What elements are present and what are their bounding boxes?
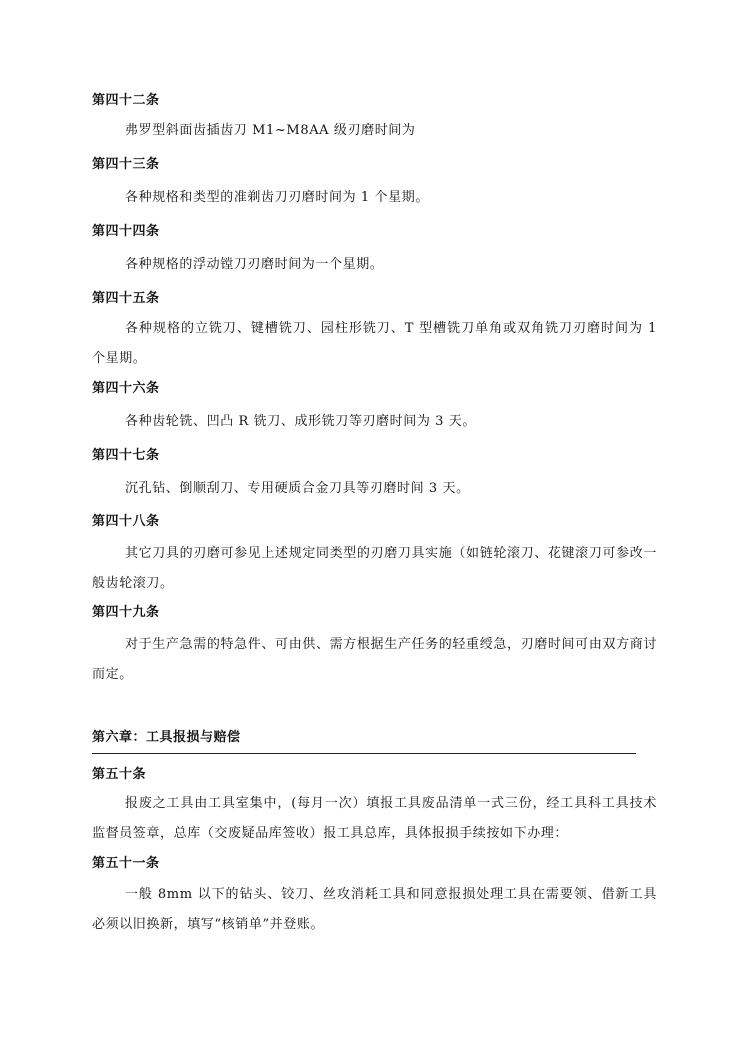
article-51-title: 第五十一条	[92, 856, 160, 871]
article-44-title: 第四十四条	[92, 224, 160, 239]
article-48-body: 其它刀具的刃磨可参见上述规定同类型的刃磨刀具实施（如链轮滚刀、花键滚刀可参改一般齿轮滚刀。	[92, 546, 657, 591]
chapter-title: 第六章：工具报损与赔偿	[92, 730, 241, 745]
article-42-body: 弗罗型斜面齿插齿刀 M1~M8AA 级刃磨时间为	[125, 123, 416, 138]
article-48-title: 第四十八条	[92, 514, 160, 529]
article-45-title: 第四十五条	[92, 291, 160, 306]
article-49-title: 第四十九条	[92, 605, 160, 620]
article-50-title: 第五十条	[92, 767, 147, 782]
article-46-title: 第四十六条	[92, 381, 160, 396]
article-43-title: 第四十三条	[92, 157, 160, 172]
article-45-body: 各种规格的立铣刀、键槽铣刀、园柱形铣刀、T 型槽铣刀单角或双角铣刀刃磨时间为 1 个星期。	[92, 321, 657, 366]
article-44-body: 各种规格的浮动镗刀刃磨时间为一个星期。	[125, 257, 384, 272]
article-49-body: 对于生产急需的特急件、可由供、需方根据生产任务的轻重绶急，刃磨时间可由双方商讨而定。	[92, 637, 657, 682]
chapter-divider	[92, 753, 636, 754]
article-47-body: 沉孔钻、倒顺刮刀、专用硬质合金刀具等刃磨时间 3 天。	[125, 481, 470, 496]
article-51-body: 一般 8mm 以下的钻头、铰刀、丝攻消耗工具和同意报损处理工具在需要领、借新工具必须以旧换新，填写“核销单”并登账。	[92, 887, 657, 932]
article-42-title: 第四十二条	[92, 93, 160, 108]
article-43-body: 各种规格和类型的准剃齿刀刃磨时间为 1 个星期。	[125, 190, 429, 205]
article-50-body: 报废之工具由工具室集中，(每月一次）填报工具废品清单一式三份，经工具科工具技术监督员签章，总库（交废疑品库签收）报工具总库，具体报损手续按如下办理：	[92, 796, 657, 841]
article-46-body: 各种齿轮铣、凹凸 R 铣刀、成形铣刀等刃磨时间为 3 天。	[125, 414, 476, 429]
article-47-title: 第四十七条	[92, 448, 160, 463]
